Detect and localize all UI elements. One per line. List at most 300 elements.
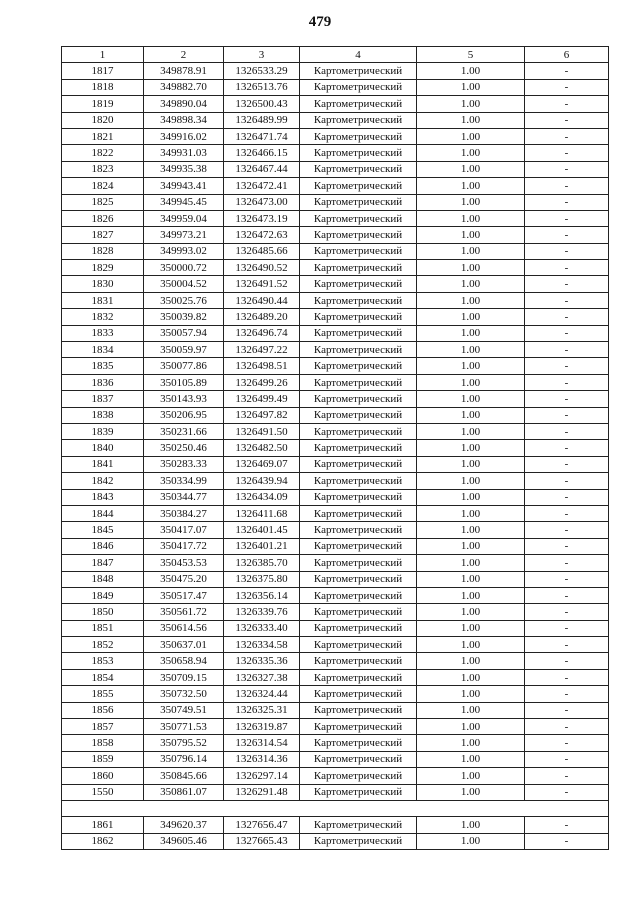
note-cell: - [525,243,609,259]
point-number-cell: 1851 [62,620,144,636]
accuracy-cell: 1.00 [417,79,525,95]
column-header: 3 [224,47,300,63]
note-cell: - [525,768,609,784]
accuracy-cell: 1.00 [417,178,525,194]
x-coordinate-cell: 350283.33 [144,456,224,472]
note-cell: - [525,407,609,423]
point-number-cell: 1820 [62,112,144,128]
table-row [62,768,609,784]
note-cell: - [525,128,609,144]
point-number-cell: 1817 [62,63,144,79]
accuracy-cell: 1.00 [417,309,525,325]
table-row [62,178,609,194]
point-number-cell: 1843 [62,489,144,505]
y-coordinate-cell: 1326489.20 [224,309,300,325]
x-coordinate-cell: 350845.66 [144,768,224,784]
table-row [62,374,609,390]
x-coordinate-cell: 350709.15 [144,669,224,685]
x-coordinate-cell: 350077.86 [144,358,224,374]
y-coordinate-cell: 1326497.82 [224,407,300,423]
x-coordinate-cell: 350231.66 [144,423,224,439]
y-coordinate-cell: 1326533.29 [224,63,300,79]
note-cell: - [525,456,609,472]
note-cell: - [525,620,609,636]
table-row [62,128,609,144]
y-coordinate-cell: 1326490.52 [224,260,300,276]
table-row [62,96,609,112]
accuracy-cell: 1.00 [417,112,525,128]
table-row [62,358,609,374]
table-row [62,637,609,653]
method-cell: Картометрический [300,276,417,292]
empty-cell [62,800,609,816]
point-number-cell: 1833 [62,325,144,341]
table-body-first-contour [62,63,609,801]
x-coordinate-cell: 350039.82 [144,309,224,325]
y-coordinate-cell: 1326499.26 [224,374,300,390]
note-cell: - [525,145,609,161]
y-coordinate-cell: 1327656.47 [224,817,300,833]
point-number-cell: 1819 [62,96,144,112]
accuracy-cell: 1.00 [417,128,525,144]
method-cell: Картометрический [300,391,417,407]
note-cell: - [525,522,609,538]
method-cell: Картометрический [300,128,417,144]
y-coordinate-cell: 1326499.49 [224,391,300,407]
point-number-cell: 1860 [62,768,144,784]
x-coordinate-cell: 349916.02 [144,128,224,144]
table-row [62,342,609,358]
y-coordinate-cell: 1326491.50 [224,423,300,439]
table-row [62,210,609,226]
accuracy-cell: 1.00 [417,423,525,439]
x-coordinate-cell: 349882.70 [144,79,224,95]
point-number-cell: 1826 [62,210,144,226]
y-coordinate-cell: 1326325.31 [224,702,300,718]
x-coordinate-cell: 350732.50 [144,686,224,702]
accuracy-cell: 1.00 [417,522,525,538]
x-coordinate-cell: 350517.47 [144,587,224,603]
note-cell: - [525,260,609,276]
x-coordinate-cell: 349935.38 [144,161,224,177]
method-cell: Картометрический [300,653,417,669]
method-cell: Картометрический [300,669,417,685]
x-coordinate-cell: 350561.72 [144,604,224,620]
x-coordinate-cell: 350384.27 [144,505,224,521]
note-cell: - [525,637,609,653]
table-row [62,440,609,456]
method-cell: Картометрический [300,210,417,226]
method-cell: Картометрический [300,112,417,128]
x-coordinate-cell: 350861.07 [144,784,224,800]
accuracy-cell: 1.00 [417,571,525,587]
point-number-cell: 1828 [62,243,144,259]
y-coordinate-cell: 1326497.22 [224,342,300,358]
method-cell: Картометрический [300,63,417,79]
accuracy-cell: 1.00 [417,784,525,800]
point-number-cell: 1842 [62,473,144,489]
x-coordinate-cell: 350059.97 [144,342,224,358]
x-coordinate-cell: 350475.20 [144,571,224,587]
method-cell: Картометрический [300,440,417,456]
y-coordinate-cell: 1326467.44 [224,161,300,177]
method-cell: Картометрический [300,538,417,554]
method-cell: Картометрический [300,79,417,95]
table-row [62,604,609,620]
y-coordinate-cell: 1326334.58 [224,637,300,653]
x-coordinate-cell: 349890.04 [144,96,224,112]
table-row [62,161,609,177]
note-cell: - [525,79,609,95]
table-row [62,489,609,505]
y-coordinate-cell: 1326401.45 [224,522,300,538]
table-row [62,719,609,735]
y-coordinate-cell: 1326473.00 [224,194,300,210]
x-coordinate-cell: 350417.07 [144,522,224,538]
y-coordinate-cell: 1326439.94 [224,473,300,489]
method-cell: Картометрический [300,243,417,259]
accuracy-cell: 1.00 [417,833,525,849]
y-coordinate-cell: 1326485.66 [224,243,300,259]
table-row [62,735,609,751]
point-number-cell: 1829 [62,260,144,276]
accuracy-cell: 1.00 [417,473,525,489]
point-number-cell: 1832 [62,309,144,325]
note-cell: - [525,391,609,407]
x-coordinate-cell: 349945.45 [144,194,224,210]
accuracy-cell: 1.00 [417,620,525,636]
x-coordinate-cell: 350614.56 [144,620,224,636]
note-cell: - [525,817,609,833]
note-cell: - [525,63,609,79]
method-cell: Картометрический [300,637,417,653]
accuracy-cell: 1.00 [417,555,525,571]
column-header: 1 [62,47,144,63]
method-cell: Картометрический [300,751,417,767]
accuracy-cell: 1.00 [417,342,525,358]
method-cell: Картометрический [300,423,417,439]
table-row [62,555,609,571]
y-coordinate-cell: 1326496.74 [224,325,300,341]
accuracy-cell: 1.00 [417,653,525,669]
point-number-cell: 1852 [62,637,144,653]
note-cell: - [525,309,609,325]
x-coordinate-cell: 350206.95 [144,407,224,423]
method-cell: Картометрический [300,555,417,571]
x-coordinate-cell: 350025.76 [144,292,224,308]
note-cell: - [525,587,609,603]
column-header: 4 [300,47,417,63]
x-coordinate-cell: 349605.46 [144,833,224,849]
table-body-second-contour [62,817,609,850]
accuracy-cell: 1.00 [417,227,525,243]
method-cell: Картометрический [300,374,417,390]
note-cell: - [525,96,609,112]
point-number-cell: 1835 [62,358,144,374]
method-cell: Картометрический [300,456,417,472]
table-row [62,686,609,702]
method-cell: Картометрический [300,325,417,341]
y-coordinate-cell: 1326469.07 [224,456,300,472]
table-row [62,227,609,243]
point-number-cell: 1850 [62,604,144,620]
y-coordinate-cell: 1326489.99 [224,112,300,128]
page-number: 479 [308,14,332,30]
point-number-cell: 1841 [62,456,144,472]
table-row [62,112,609,128]
x-coordinate-cell: 350453.53 [144,555,224,571]
accuracy-cell: 1.00 [417,276,525,292]
point-number-cell: 1838 [62,407,144,423]
note-cell: - [525,604,609,620]
note-cell: - [525,555,609,571]
accuracy-cell: 1.00 [417,407,525,423]
accuracy-cell: 1.00 [417,96,525,112]
accuracy-cell: 1.00 [417,374,525,390]
y-coordinate-cell: 1326319.87 [224,719,300,735]
point-number-cell: 1847 [62,555,144,571]
point-number-cell: 1859 [62,751,144,767]
y-coordinate-cell: 1326513.76 [224,79,300,95]
y-coordinate-cell: 1327665.43 [224,833,300,849]
method-cell: Картометрический [300,178,417,194]
point-number-cell: 1846 [62,538,144,554]
x-coordinate-cell: 350795.52 [144,735,224,751]
accuracy-cell: 1.00 [417,702,525,718]
accuracy-cell: 1.00 [417,505,525,521]
y-coordinate-cell: 1326385.70 [224,555,300,571]
note-cell: - [525,161,609,177]
point-number-cell: 1862 [62,833,144,849]
point-number-cell: 1855 [62,686,144,702]
method-cell: Картометрический [300,96,417,112]
method-cell: Картометрический [300,260,417,276]
y-coordinate-cell: 1326491.52 [224,276,300,292]
accuracy-cell: 1.00 [417,194,525,210]
x-coordinate-cell: 350771.53 [144,719,224,735]
note-cell: - [525,194,609,210]
point-number-cell: 1837 [62,391,144,407]
y-coordinate-cell: 1326333.40 [224,620,300,636]
point-number-cell: 1825 [62,194,144,210]
x-coordinate-cell: 350749.51 [144,702,224,718]
accuracy-cell: 1.00 [417,358,525,374]
point-number-cell: 1858 [62,735,144,751]
method-cell: Картометрический [300,194,417,210]
method-cell: Картометрический [300,522,417,538]
accuracy-cell: 1.00 [417,292,525,308]
accuracy-cell: 1.00 [417,817,525,833]
accuracy-cell: 1.00 [417,391,525,407]
method-cell: Картометрический [300,309,417,325]
table-row [62,505,609,521]
x-coordinate-cell: 349931.03 [144,145,224,161]
table-row [62,292,609,308]
method-cell: Картометрический [300,571,417,587]
method-cell: Картометрический [300,768,417,784]
method-cell: Картометрический [300,505,417,521]
y-coordinate-cell: 1326500.43 [224,96,300,112]
note-cell: - [525,571,609,587]
table-row [62,79,609,95]
note-cell: - [525,669,609,685]
point-number-cell: 1836 [62,374,144,390]
x-coordinate-cell: 350344.77 [144,489,224,505]
point-number-cell: 1827 [62,227,144,243]
x-coordinate-cell: 349973.21 [144,227,224,243]
x-coordinate-cell: 350658.94 [144,653,224,669]
table-row [62,407,609,423]
note-cell: - [525,423,609,439]
note-cell: - [525,112,609,128]
point-number-cell: 1822 [62,145,144,161]
note-cell: - [525,374,609,390]
method-cell: Картометрический [300,719,417,735]
y-coordinate-cell: 1326466.15 [224,145,300,161]
table-row [62,423,609,439]
accuracy-cell: 1.00 [417,489,525,505]
point-number-cell: 1831 [62,292,144,308]
y-coordinate-cell: 1326472.41 [224,178,300,194]
method-cell: Картометрический [300,735,417,751]
y-coordinate-cell: 1326314.54 [224,735,300,751]
accuracy-cell: 1.00 [417,587,525,603]
x-coordinate-cell: 350057.94 [144,325,224,341]
table-row [62,669,609,685]
accuracy-cell: 1.00 [417,456,525,472]
x-coordinate-cell: 350334.99 [144,473,224,489]
accuracy-cell: 1.00 [417,161,525,177]
accuracy-cell: 1.00 [417,686,525,702]
y-coordinate-cell: 1326498.51 [224,358,300,374]
y-coordinate-cell: 1326490.44 [224,292,300,308]
y-coordinate-cell: 1326297.14 [224,768,300,784]
point-number-cell: 1853 [62,653,144,669]
y-coordinate-cell: 1326472.63 [224,227,300,243]
note-cell: - [525,751,609,767]
x-coordinate-cell: 349898.34 [144,112,224,128]
table-row [62,702,609,718]
y-coordinate-cell: 1326339.76 [224,604,300,620]
point-number-cell: 1834 [62,342,144,358]
y-coordinate-cell: 1326291.48 [224,784,300,800]
coordinates-table [61,46,609,850]
method-cell: Картометрический [300,686,417,702]
point-number-cell: 1856 [62,702,144,718]
point-number-cell: 1848 [62,571,144,587]
accuracy-cell: 1.00 [417,669,525,685]
point-number-cell: 1821 [62,128,144,144]
y-coordinate-cell: 1326473.19 [224,210,300,226]
note-cell: - [525,653,609,669]
method-cell: Картометрический [300,817,417,833]
note-cell: - [525,210,609,226]
y-coordinate-cell: 1326411.68 [224,505,300,521]
column-header: 6 [525,47,609,63]
y-coordinate-cell: 1326482.50 [224,440,300,456]
y-coordinate-cell: 1326375.80 [224,571,300,587]
accuracy-cell: 1.00 [417,751,525,767]
note-cell: - [525,276,609,292]
accuracy-cell: 1.00 [417,735,525,751]
y-coordinate-cell: 1326314.36 [224,751,300,767]
note-cell: - [525,325,609,341]
accuracy-cell: 1.00 [417,325,525,341]
method-cell: Картометрический [300,489,417,505]
method-cell: Картометрический [300,407,417,423]
table-row [62,653,609,669]
x-coordinate-cell: 349959.04 [144,210,224,226]
method-cell: Картометрический [300,292,417,308]
table-row [62,587,609,603]
method-cell: Картометрический [300,702,417,718]
note-cell: - [525,686,609,702]
note-cell: - [525,358,609,374]
table-row [62,571,609,587]
note-cell: - [525,833,609,849]
note-cell: - [525,489,609,505]
x-coordinate-cell: 350000.72 [144,260,224,276]
table-row [62,522,609,538]
point-number-cell: 1854 [62,669,144,685]
method-cell: Картометрический [300,620,417,636]
table-row [62,243,609,259]
x-coordinate-cell: 350637.01 [144,637,224,653]
note-cell: - [525,735,609,751]
table-row [62,276,609,292]
y-coordinate-cell: 1326356.14 [224,587,300,603]
accuracy-cell: 1.00 [417,210,525,226]
accuracy-cell: 1.00 [417,719,525,735]
x-coordinate-cell: 350105.89 [144,374,224,390]
note-cell: - [525,538,609,554]
note-cell: - [525,292,609,308]
method-cell: Картометрический [300,784,417,800]
table-row [62,833,609,849]
y-coordinate-cell: 1326401.21 [224,538,300,554]
note-cell: - [525,178,609,194]
column-header: 5 [417,47,525,63]
accuracy-cell: 1.00 [417,145,525,161]
method-cell: Картометрический [300,358,417,374]
table-row [62,784,609,800]
x-coordinate-cell: 350143.93 [144,391,224,407]
y-coordinate-cell: 1326327.38 [224,669,300,685]
point-number-cell: 1840 [62,440,144,456]
method-cell: Картометрический [300,342,417,358]
point-number-cell: 1824 [62,178,144,194]
point-number-cell: 1818 [62,79,144,95]
table-row [62,751,609,767]
accuracy-cell: 1.00 [417,243,525,259]
note-cell: - [525,719,609,735]
table-row [62,194,609,210]
y-coordinate-cell: 1326434.09 [224,489,300,505]
method-cell: Картометрический [300,833,417,849]
method-cell: Картометрический [300,604,417,620]
column-header: 2 [144,47,224,63]
point-number-cell: 1844 [62,505,144,521]
x-coordinate-cell: 350004.52 [144,276,224,292]
table-row [62,620,609,636]
note-cell: - [525,227,609,243]
accuracy-cell: 1.00 [417,768,525,784]
table-row [62,538,609,554]
point-number-cell: 1823 [62,161,144,177]
x-coordinate-cell: 349943.41 [144,178,224,194]
table-row [62,63,609,79]
point-number-cell: 1845 [62,522,144,538]
